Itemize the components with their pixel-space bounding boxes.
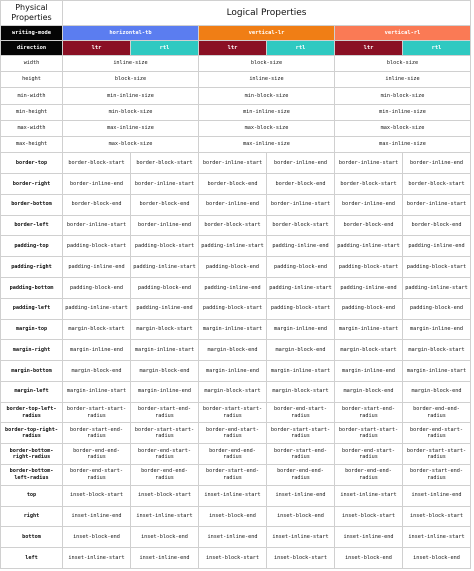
physical-property-cell: max-height: [1, 136, 63, 152]
table-row: [1, 298, 471, 319]
logical-property-cell: border-start-start-radius: [335, 423, 403, 444]
logical-property-cell: border-start-end-radius: [267, 444, 335, 465]
logical-property-cell: margin-block-start: [63, 319, 131, 340]
logical-property-cell: inset-inline-end: [131, 548, 199, 569]
logical-property-cell: border-block-start: [267, 215, 335, 236]
logical-property-cell: margin-inline-end: [403, 319, 471, 340]
writing-mode-vertical-rl: vertical-rl: [335, 26, 471, 41]
logical-property-cell: margin-inline-start: [335, 319, 403, 340]
logical-property-cell: max-block-size: [63, 136, 199, 152]
logical-property-cell: margin-inline-start: [131, 340, 199, 361]
logical-property-cell: border-inline-start: [63, 215, 131, 236]
logical-property-cell: margin-inline-start: [199, 319, 267, 340]
logical-property-cell: inline-size: [199, 72, 335, 88]
direction-row: [1, 41, 471, 56]
logical-property-cell: border-end-start-radius: [335, 444, 403, 465]
logical-property-cell: border-inline-start: [335, 153, 403, 174]
table-row: [1, 506, 471, 527]
table-row: [1, 340, 471, 361]
logical-property-cell: border-end-start-radius: [63, 465, 131, 486]
logical-property-cell: border-start-end-radius: [199, 465, 267, 486]
logical-property-cell: border-block-end: [403, 215, 471, 236]
logical-property-cell: padding-inline-start: [63, 298, 131, 319]
logical-property-cell: padding-block-end: [199, 257, 267, 278]
logical-property-cell: inset-inline-start: [335, 485, 403, 506]
logical-property-cell: min-block-size: [63, 104, 199, 120]
logical-property-cell: inset-block-end: [267, 506, 335, 527]
physical-property-cell: border-top-left-radius: [1, 402, 63, 423]
direction-label: direction: [1, 41, 63, 56]
writing-mode-row: [1, 26, 471, 41]
logical-property-cell: min-block-size: [199, 88, 335, 104]
table-row: [1, 277, 471, 298]
logical-property-cell: border-end-end-radius: [267, 465, 335, 486]
table-row: [1, 120, 471, 136]
logical-property-cell: inset-inline-end: [267, 485, 335, 506]
table-body: [1, 26, 471, 569]
logical-property-cell: inset-block-end: [335, 548, 403, 569]
logical-property-cell: border-start-end-radius: [63, 423, 131, 444]
table-row: [1, 319, 471, 340]
logical-property-cell: padding-inline-start: [199, 236, 267, 257]
logical-property-cell: margin-inline-start: [63, 381, 131, 402]
physical-property-cell: margin-top: [1, 319, 63, 340]
logical-property-cell: margin-inline-end: [267, 319, 335, 340]
logical-property-cell: min-inline-size: [63, 88, 199, 104]
physical-property-cell: width: [1, 56, 63, 72]
logical-property-cell: padding-inline-start: [131, 257, 199, 278]
logical-property-cell: border-block-start: [131, 153, 199, 174]
table-row: [1, 381, 471, 402]
logical-property-cell: padding-inline-start: [403, 277, 471, 298]
logical-property-cell: padding-block-start: [131, 236, 199, 257]
logical-property-cell: margin-block-start: [267, 381, 335, 402]
table-row: [1, 173, 471, 194]
logical-property-cell: padding-block-end: [335, 298, 403, 319]
physical-property-cell: left: [1, 548, 63, 569]
physical-property-cell: padding-right: [1, 257, 63, 278]
physical-property-cell: border-top: [1, 153, 63, 174]
logical-property-cell: padding-block-end: [63, 277, 131, 298]
logical-property-cell: inset-inline-end: [335, 527, 403, 548]
table-row: [1, 194, 471, 215]
table-row: [1, 402, 471, 423]
physical-property-cell: padding-top: [1, 236, 63, 257]
logical-property-cell: margin-block-end: [199, 340, 267, 361]
logical-property-cell: padding-inline-end: [131, 298, 199, 319]
physical-property-cell: bottom: [1, 527, 63, 548]
table-row: [1, 215, 471, 236]
logical-property-cell: border-end-end-radius: [63, 444, 131, 465]
logical-property-cell: border-start-end-radius: [335, 402, 403, 423]
table-row: [1, 465, 471, 486]
logical-property-cell: border-start-start-radius: [131, 423, 199, 444]
logical-property-cell: inset-inline-end: [403, 485, 471, 506]
logical-property-cell: border-block-end: [63, 194, 131, 215]
table-row: [1, 444, 471, 465]
table-row: [1, 361, 471, 382]
logical-property-cell: border-start-end-radius: [403, 465, 471, 486]
logical-property-cell: inset-block-start: [199, 548, 267, 569]
table-row: [1, 257, 471, 278]
writing-mode-label: writing-mode: [1, 26, 63, 41]
logical-property-cell: max-inline-size: [335, 136, 471, 152]
logical-property-cell: block-size: [199, 56, 335, 72]
direction-rtl: rtl: [403, 41, 471, 56]
logical-property-cell: border-start-start-radius: [267, 423, 335, 444]
physical-property-cell: min-width: [1, 88, 63, 104]
logical-property-cell: inset-block-end: [131, 527, 199, 548]
logical-property-cell: inset-inline-end: [199, 527, 267, 548]
table-row: [1, 104, 471, 120]
logical-property-cell: min-block-size: [335, 88, 471, 104]
physical-property-cell: border-bottom-left-radius: [1, 465, 63, 486]
logical-property-cell: border-end-end-radius: [335, 465, 403, 486]
logical-property-cell: padding-block-start: [199, 298, 267, 319]
logical-property-cell: border-block-end: [131, 194, 199, 215]
logical-property-cell: border-inline-start: [199, 153, 267, 174]
logical-property-cell: inset-inline-start: [267, 527, 335, 548]
logical-property-cell: border-end-start-radius: [131, 444, 199, 465]
logical-property-cell: margin-block-start: [199, 381, 267, 402]
logical-property-cell: inset-block-start: [267, 548, 335, 569]
logical-property-cell: inset-inline-start: [199, 485, 267, 506]
logical-property-cell: padding-inline-end: [403, 236, 471, 257]
logical-property-cell: inset-block-start: [403, 506, 471, 527]
logical-property-cell: border-end-end-radius: [403, 402, 471, 423]
logical-property-cell: margin-block-start: [403, 340, 471, 361]
direction-ltr: ltr: [335, 41, 403, 56]
logical-property-cell: padding-inline-start: [335, 236, 403, 257]
logical-property-cell: margin-inline-start: [403, 361, 471, 382]
logical-property-cell: margin-inline-end: [335, 361, 403, 382]
physical-property-cell: max-width: [1, 120, 63, 136]
direction-ltr: ltr: [63, 41, 131, 56]
physical-property-cell: margin-left: [1, 381, 63, 402]
logical-property-cell: inset-block-end: [403, 548, 471, 569]
logical-property-cell: border-block-start: [335, 173, 403, 194]
physical-property-cell: border-bottom-right-radius: [1, 444, 63, 465]
logical-property-cell: padding-block-start: [63, 236, 131, 257]
logical-property-cell: border-block-start: [63, 153, 131, 174]
logical-property-cell: margin-block-start: [335, 340, 403, 361]
logical-property-cell: padding-inline-end: [63, 257, 131, 278]
logical-property-cell: border-inline-end: [199, 194, 267, 215]
physical-property-cell: right: [1, 506, 63, 527]
logical-property-cell: border-inline-start: [403, 194, 471, 215]
logical-property-cell: border-inline-end: [267, 153, 335, 174]
logical-property-cell: inset-block-start: [63, 485, 131, 506]
physical-property-cell: border-left: [1, 215, 63, 236]
logical-property-cell: min-inline-size: [335, 104, 471, 120]
logical-property-cell: block-size: [335, 56, 471, 72]
logical-property-cell: padding-block-start: [267, 298, 335, 319]
direction-ltr: ltr: [199, 41, 267, 56]
physical-property-cell: border-top-right-radius: [1, 423, 63, 444]
logical-property-cell: inset-inline-start: [131, 506, 199, 527]
physical-property-cell: height: [1, 72, 63, 88]
writing-mode-vertical-lr: vertical-lr: [199, 26, 335, 41]
table-row: [1, 236, 471, 257]
logical-property-cell: margin-inline-end: [199, 361, 267, 382]
logical-property-cell: max-inline-size: [63, 120, 199, 136]
table-row: [1, 527, 471, 548]
physical-property-cell: padding-left: [1, 298, 63, 319]
logical-property-cell: inset-block-start: [335, 506, 403, 527]
logical-property-cell: padding-block-end: [267, 257, 335, 278]
logical-property-cell: inline-size: [63, 56, 199, 72]
logical-property-cell: border-block-end: [199, 173, 267, 194]
logical-property-cell: border-end-start-radius: [267, 402, 335, 423]
logical-property-cell: margin-block-end: [403, 381, 471, 402]
physical-properties-header: Physical Properties: [1, 1, 63, 26]
logical-property-cell: padding-inline-end: [199, 277, 267, 298]
physical-property-cell: margin-right: [1, 340, 63, 361]
table-row: [1, 136, 471, 152]
logical-property-cell: padding-block-end: [131, 277, 199, 298]
logical-property-cell: inset-inline-end: [63, 506, 131, 527]
table-row: [1, 485, 471, 506]
writing-mode-horizontal-tb: horizontal-tb: [63, 26, 199, 41]
table-row: [1, 56, 471, 72]
logical-property-cell: margin-block-end: [131, 361, 199, 382]
logical-property-cell: margin-inline-end: [131, 381, 199, 402]
table-row: [1, 423, 471, 444]
logical-property-cell: inset-block-start: [131, 485, 199, 506]
logical-property-cell: inline-size: [335, 72, 471, 88]
logical-property-cell: inset-inline-start: [403, 527, 471, 548]
logical-property-cell: min-inline-size: [199, 104, 335, 120]
logical-property-cell: border-inline-start: [131, 173, 199, 194]
logical-property-cell: border-block-start: [199, 215, 267, 236]
table-row: [1, 72, 471, 88]
direction-rtl: rtl: [131, 41, 199, 56]
logical-property-cell: border-start-start-radius: [63, 402, 131, 423]
logical-property-cell: border-end-end-radius: [199, 444, 267, 465]
physical-property-cell: border-right: [1, 173, 63, 194]
logical-property-cell: border-inline-end: [63, 173, 131, 194]
logical-property-cell: padding-block-start: [403, 257, 471, 278]
logical-property-cell: padding-inline-end: [335, 277, 403, 298]
logical-property-cell: margin-block-end: [63, 361, 131, 382]
table-row: [1, 548, 471, 569]
logical-property-cell: margin-block-end: [267, 340, 335, 361]
logical-property-cell: max-inline-size: [199, 136, 335, 152]
physical-property-cell: padding-bottom: [1, 277, 63, 298]
logical-property-cell: block-size: [63, 72, 199, 88]
logical-property-cell: border-end-start-radius: [403, 423, 471, 444]
logical-property-cell: padding-inline-end: [267, 236, 335, 257]
logical-property-cell: inset-inline-start: [63, 548, 131, 569]
direction-rtl: rtl: [267, 41, 335, 56]
physical-property-cell: top: [1, 485, 63, 506]
logical-property-cell: border-end-end-radius: [131, 465, 199, 486]
logical-property-cell: border-block-end: [267, 173, 335, 194]
logical-property-cell: border-inline-end: [403, 153, 471, 174]
logical-property-cell: margin-block-end: [335, 381, 403, 402]
logical-property-cell: border-inline-start: [267, 194, 335, 215]
logical-properties-header: Logical Properties: [63, 1, 471, 26]
logical-property-cell: inset-block-end: [199, 506, 267, 527]
logical-property-cell: border-block-end: [335, 215, 403, 236]
logical-property-cell: margin-block-start: [131, 319, 199, 340]
table-row: [1, 153, 471, 174]
logical-property-cell: padding-block-end: [403, 298, 471, 319]
logical-property-cell: border-inline-end: [335, 194, 403, 215]
logical-property-cell: border-start-start-radius: [199, 402, 267, 423]
logical-property-cell: padding-inline-start: [267, 277, 335, 298]
logical-property-cell: border-block-start: [403, 173, 471, 194]
logical-property-cell: padding-block-start: [335, 257, 403, 278]
logical-property-cell: max-block-size: [335, 120, 471, 136]
logical-property-cell: border-end-start-radius: [199, 423, 267, 444]
logical-property-cell: border-inline-end: [131, 215, 199, 236]
physical-property-cell: min-height: [1, 104, 63, 120]
logical-property-cell: inset-block-end: [63, 527, 131, 548]
table-row: [1, 88, 471, 104]
logical-property-cell: margin-inline-end: [63, 340, 131, 361]
logical-property-cell: border-start-start-radius: [403, 444, 471, 465]
logical-property-cell: margin-inline-start: [267, 361, 335, 382]
logical-property-cell: border-start-end-radius: [131, 402, 199, 423]
physical-property-cell: border-bottom: [1, 194, 63, 215]
logical-property-cell: max-block-size: [199, 120, 335, 136]
physical-property-cell: margin-bottom: [1, 361, 63, 382]
